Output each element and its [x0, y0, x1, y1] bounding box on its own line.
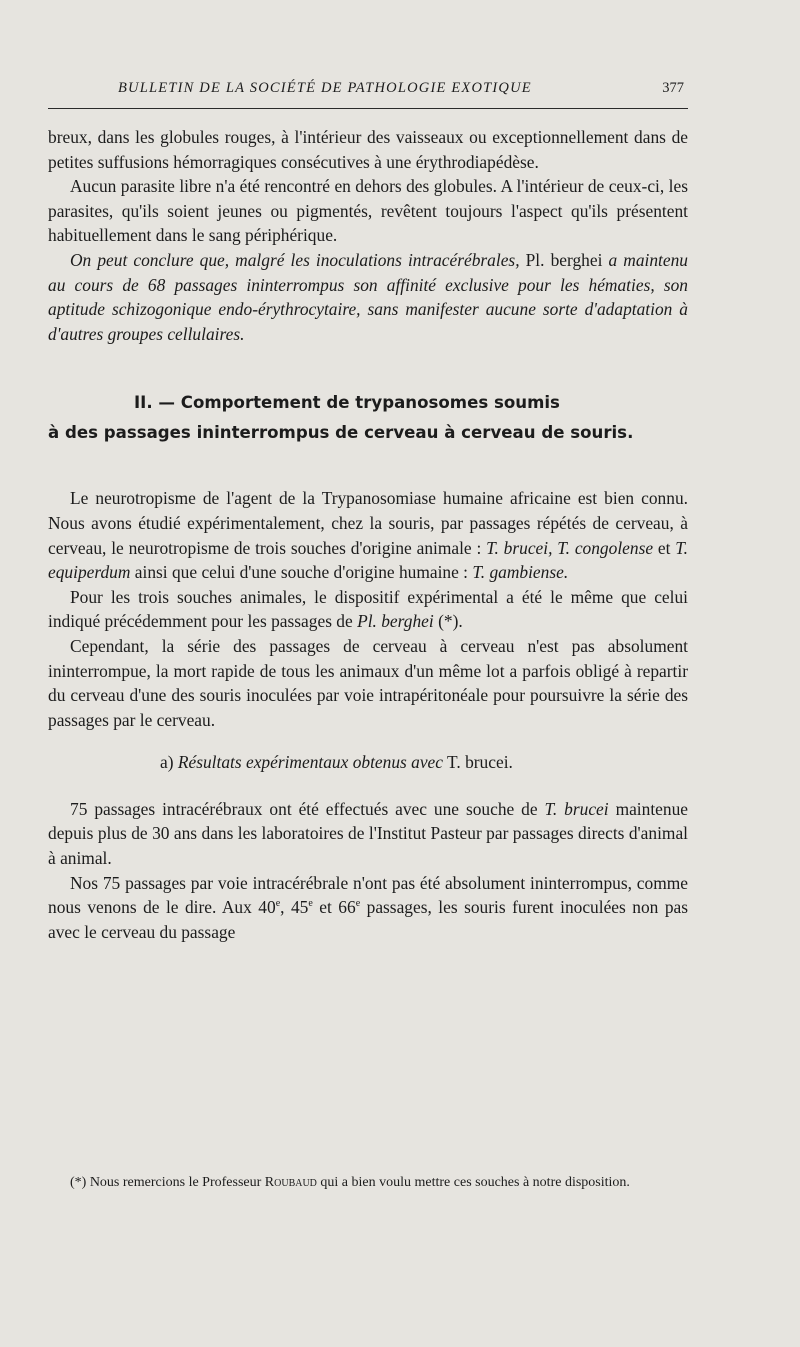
footnote-text-b: qui a bien voulu mettre ces souches à notre disposition.: [320, 1175, 630, 1190]
p7-species: T. brucei: [544, 798, 609, 819]
section-heading: [48, 388, 688, 448]
subheading-results: [48, 750, 688, 775]
page-header: [48, 80, 688, 106]
paragraph-neurotropism: [48, 486, 688, 584]
paragraph-2: Aucun parasite libre n'a été rencontré en dehors des globules. A l'intérieur de ceux-ci, les parasites, qu'ils soient jeunes ou pigmentés, revêtent toujours l'aspect qu'ils présentent habituellement dans le sang périphérique.: [48, 176, 688, 246]
species-brucei: T. brucei,: [486, 537, 553, 558]
footnote-ref: (*).: [438, 611, 463, 632]
species-equiperdum: T. equiperdum: [48, 537, 689, 583]
body-text: [48, 125, 688, 944]
p8-sep-1: , 45: [280, 897, 309, 918]
p4-text-b: ainsi que celui d'une souche d'origine humaine :: [134, 562, 469, 583]
p8-sup-1: e: [275, 898, 281, 910]
p8-text-b: passages, les souris furent inoculées non pas avec le cerveau du passage: [48, 897, 688, 942]
p8-sup-3: e: [355, 898, 361, 910]
conclusion-part-b: a maintenu au cours de 68 passages ininterrompus son affinité exclusive pour les hématies, son aptitude schizogonique endo-érythrocytaire, sans manifester aucune sorte d'adaptation à d'autres groupes cellulaires.: [48, 249, 688, 344]
paragraph-conclusion: [48, 248, 688, 346]
p5-text-a: Pour les trois souches animales, le dispositif expérimental a été le même que celui indiqué précédemment pour les passages de: [48, 586, 688, 632]
footnote-text-a: (*) Nous remercions le Professeur: [70, 1175, 262, 1190]
conclusion-part-a: On peut conclure que, malgré les inoculations intracérébrales,: [70, 249, 520, 270]
page-number: 377: [662, 80, 684, 96]
paragraph-series: Cependant, la série des passages de cerveau à cerveau n'est pas absolument ininterrompue, la mort rapide de tous les animaux d'un même lot a parfois obligé à repartir du cerveau d'une des souris inoculées par voie intrapéritonéale pour poursuivre la série des passages par le cerveau.: [48, 635, 688, 730]
p8-sup-2: e: [308, 898, 313, 910]
footnote: [48, 1172, 688, 1193]
p8-text-a: Nos 75 passages par voie intracérébrale n'ont pas été absolument ininterrompus, comme nous venons de le dire. Aux 40: [48, 872, 688, 918]
species-gambiense: T. gambiense.: [472, 562, 569, 583]
species-congolense: T. congolense: [557, 537, 654, 558]
conclusion-species: Pl. berghei: [525, 249, 603, 270]
subheading-label: a): [160, 752, 174, 773]
subheading-species: T. brucei.: [447, 752, 513, 773]
section-heading-line-1: II. — Comportement de trypanosomes soumis: [134, 393, 560, 413]
p7-text-a: 75 passages intracérébraux ont été effectués avec une souche de: [70, 798, 538, 819]
paragraph-75-passages: [48, 797, 688, 871]
p8-sep-2: et 66: [312, 897, 356, 918]
subheading-italic: Résultats expérimentaux obtenus avec: [177, 752, 443, 773]
section-heading-line-2: à des passages ininterrompus de cerveau à cerveau de souris.: [48, 423, 634, 443]
p7-text-b: maintenue depuis plus de 30 ans dans les laboratoires de l'Institut Pasteur par passages directs d'animal à animal.: [48, 798, 688, 869]
species-berghei: Pl. berghei: [357, 611, 434, 632]
header-rule: [48, 108, 688, 109]
footnote-name: Roubaud: [264, 1175, 317, 1190]
p4-et: et: [657, 537, 671, 558]
paragraph-1: breux, dans les globules rouges, à l'intérieur des vaisseaux ou exceptionnellement dans de petites suffusions hémorragiques consécutives à une érythrodiapédèse.: [48, 127, 688, 172]
running-head: BULLETIN DE LA SOCIÉTÉ DE PATHOLOGIE EXOTIQUE: [118, 80, 532, 96]
paragraph-protocol: [48, 585, 688, 634]
p4-text-a: Le neurotropisme de l'agent de la Trypanosomiase humaine africaine est bien connu. Nous avons étudié expérimentalement, chez la souris, par passages répétés de cerveau, à cerveau, le neurotropisme de trois souches d'origine animale :: [48, 488, 688, 558]
paragraph-interruptions: [48, 871, 688, 945]
